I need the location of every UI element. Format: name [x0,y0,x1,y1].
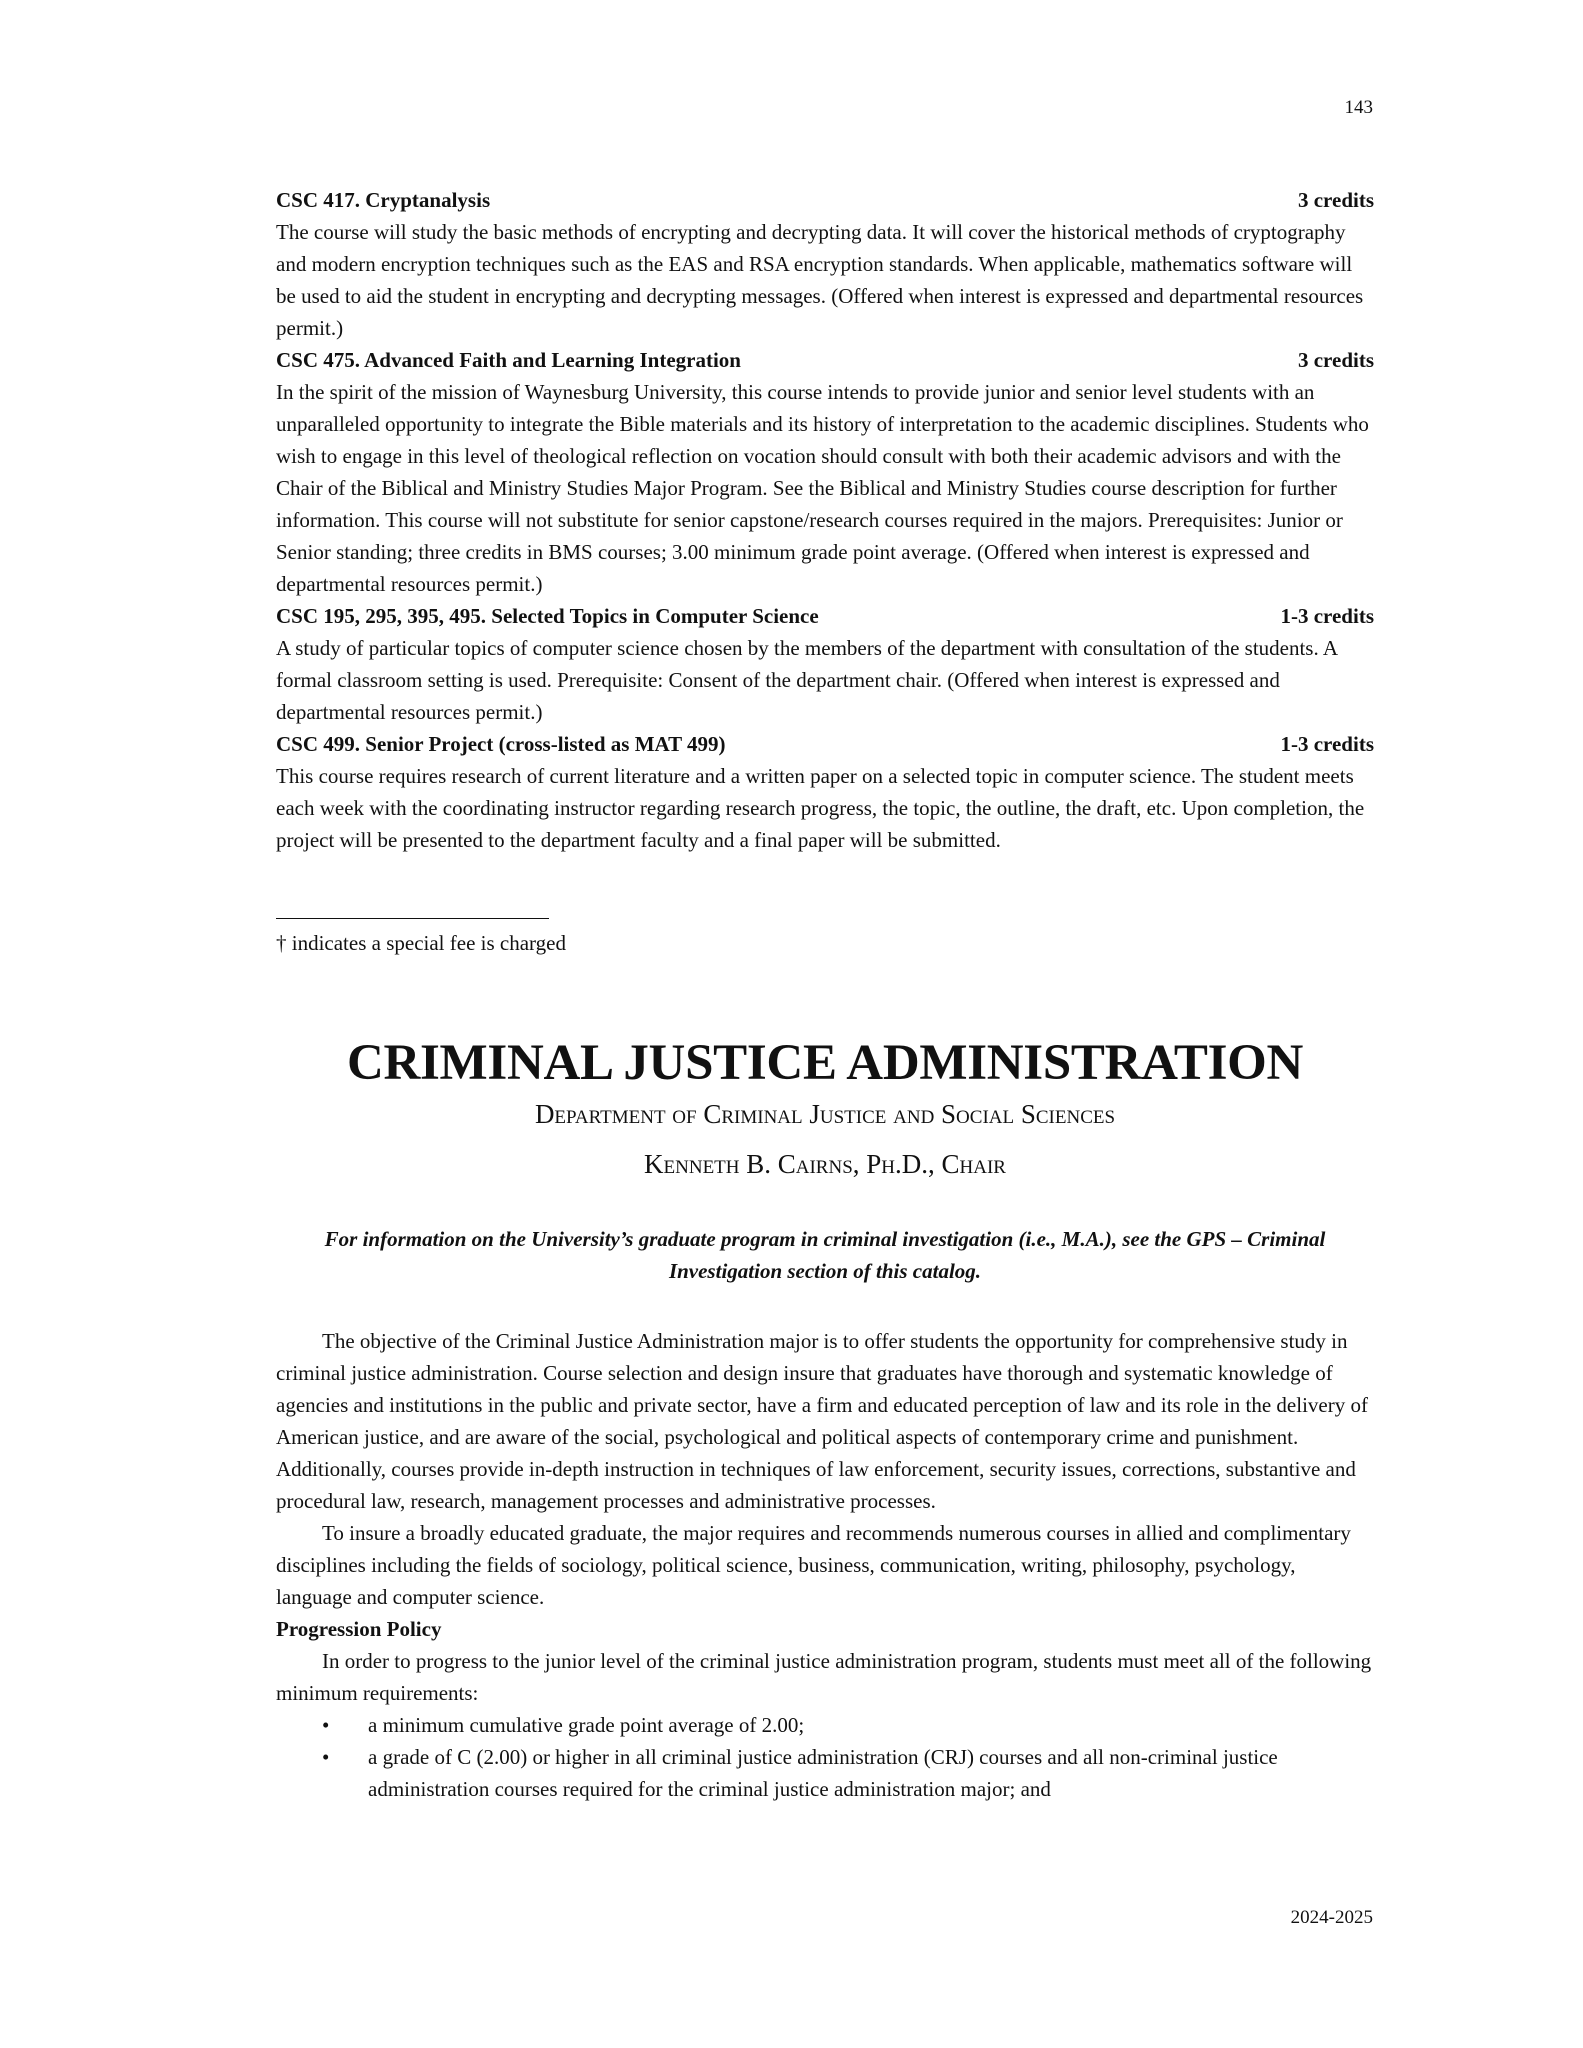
course-entry [276,184,1374,344]
catalog-year: 2024-2025 [1290,1907,1373,1928]
page-content [276,184,1374,1805]
bullet-icon: • [322,1745,330,1769]
course-entry [276,600,1374,728]
course-description: The course will study the basic methods of encrypting and decrypting data. It will cover the historical methods of cryptography and modern encryption techniques such as the EAS and RSA encryption standards. When applicable, mathematics software will be used to aid the student in encrypting and decrypting messages. (Offered when interest is expressed and departmental resources permit.) [276,220,1364,340]
progression-policy-heading: Progression Policy [276,1617,442,1641]
section-title: CRIMINAL JUSTICE ADMINISTRATION [346,1035,1304,1091]
course-title: CSC 195, 295, 395, 495. Selected Topics in Computer Science [276,604,819,628]
page-number: 143 [1344,97,1373,118]
requirement-text: a minimum cumulative grade point average of 2.00; [368,1713,805,1737]
broad-education-paragraph: To insure a broadly educated graduate, the major requires and recommends numerous courses in allied and complimentary disciplines including the fields of sociology, political science, business, communication, writing, philosophy, psychology, language and computer science. [276,1521,1351,1609]
course-description: In the spirit of the mission of Waynesburg University, this course intends to provide junior and senior level students with an unparalleled opportunity to integrate the Bible materials and its history of interpretation to the academic disciplines. Students who wish to engage in this level of theological reflection on vocation should consult with both their academic advisors and with the Chair of the Biblical and Ministry Studies Major Program. See the Biblical and Ministry Studies course description for further information. This course will not substitute for senior capstone/research courses required in the majors. Prerequisites: Junior or Senior standing; three credits in BMS courses; 3.00 minimum grade point average. (Offered when interest is expressed and departmental resources permit.) [276,380,1369,596]
footnote-divider [276,918,549,919]
course-entry [276,728,1374,856]
course-credits: 3 credits [1297,188,1374,212]
list-item [276,1709,1374,1741]
list-item [276,1741,1374,1805]
course-heading [276,600,1374,632]
requirements-list [276,1709,1374,1805]
course-title: CSC 417. Cryptanalysis [276,188,491,212]
course-description: A study of particular topics of computer science chosen by the members of the department with consultation of the students. A formal classroom setting is used. Prerequisite: Consent of the department chair. (Offered when interest is expressed and departmental resources permit.) [276,636,1337,724]
bullet-icon: • [322,1713,330,1737]
course-description: This course requires research of current literature and a written paper on a selected topic in computer science. The student meets each week with the coordinating instructor regarding research progress, the topic, the outline, the draft, etc. Upon completion, the project will be presented to the department faculty and a final paper will be submitted. [276,764,1365,852]
graduate-program-note: For information on the University’s graduate program in criminal investigation (i.e., M.A.), see the GPS – Criminal Investigation section of this catalog. [324,1227,1326,1283]
course-heading [276,344,1374,376]
course-title: CSC 499. Senior Project (cross-listed as MAT 499) [276,732,726,756]
department-name: Department of Criminal Justice and Social Sciences [534,1099,1116,1129]
course-title: CSC 475. Advanced Faith and Learning Integration [276,348,741,372]
progression-intro: In order to progress to the junior level of the criminal justice administration program, students must meet all of the following minimum requirements: [276,1649,1372,1705]
course-credits: 3 credits [1297,348,1374,372]
requirement-text: a grade of C (2.00) or higher in all criminal justice administration (CRJ) courses and all non-criminal justice administration courses required for the criminal justice administration major; and [368,1745,1278,1801]
department-chair: Kenneth B. Cairns, Ph.D., Chair [644,1149,1006,1179]
objective-paragraph: The objective of the Criminal Justice Administration major is to offer students the opportunity for comprehensive study in criminal justice administration. Course selection and design insure that graduates have thorough and systematic knowledge of agencies and institutions in the public and private sector, have a firm and educated perception of law and its role in the delivery of American justice, and are aware of the social, psychological and political aspects of contemporary crime and punishment. Additionally, courses provide in-depth instruction in techniques of law enforcement, security issues, corrections, substantive and procedural law, research, management processes and administrative processes. [276,1329,1368,1513]
course-heading [276,728,1374,760]
course-heading [276,184,1374,216]
course-entry [276,344,1374,600]
course-credits: 1-3 credits [1280,604,1374,628]
course-credits: 1-3 credits [1280,732,1374,756]
footnote: † indicates a special fee is charged [276,931,566,955]
